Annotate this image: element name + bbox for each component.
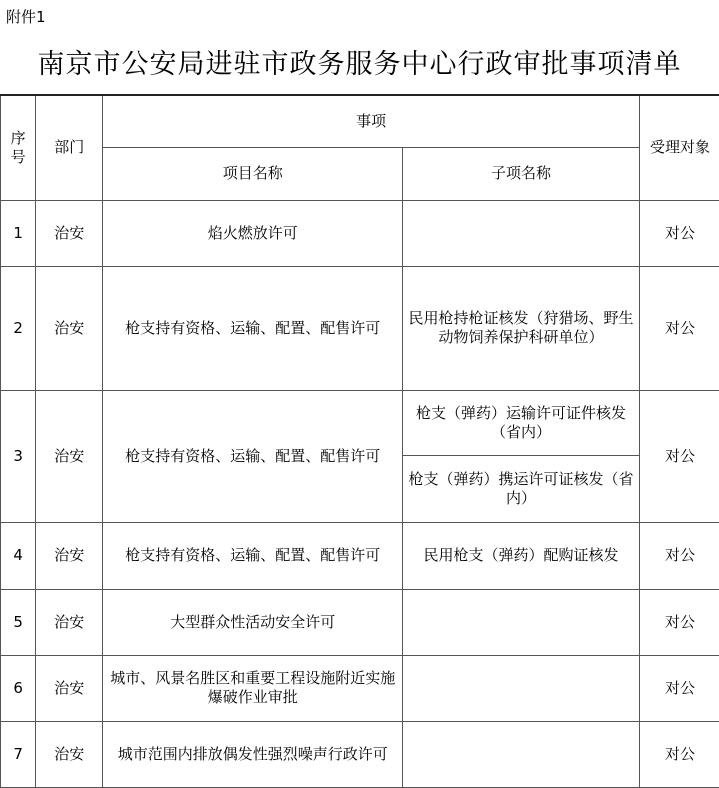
- row-no: 6: [1, 655, 36, 721]
- row-item: 焰火燃放许可: [103, 200, 403, 266]
- row-sub: 民用枪支（弹药）配购证核发: [403, 522, 640, 589]
- row-item: 城市范围内排放偶发性强烈噪声行政许可: [103, 721, 403, 787]
- row-no: 4: [1, 522, 36, 589]
- row-sub: 民用枪持枪证核发（狩猎场、野生动物饲养保护科研单位）: [403, 266, 640, 390]
- row-dept: 治安: [36, 589, 103, 655]
- header-target: 受理对象: [639, 95, 719, 200]
- table-row: [1, 589, 719, 655]
- table-row: [1, 390, 719, 455]
- row-dept: 治安: [36, 200, 103, 266]
- row-target: 对公: [639, 522, 719, 589]
- row-dept: 治安: [36, 390, 103, 522]
- row-no: 1: [1, 200, 36, 266]
- row-item: 枪支持有资格、运输、配置、配售许可: [103, 266, 403, 390]
- row-dept: 治安: [36, 655, 103, 721]
- table-row: [1, 200, 719, 266]
- row-dept: 治安: [36, 522, 103, 589]
- row-no: 2: [1, 266, 36, 390]
- header-matter: 事项: [103, 95, 640, 147]
- row-target: 对公: [639, 655, 719, 721]
- row-sub: [403, 655, 640, 721]
- table-row: [1, 721, 719, 787]
- table-row: [1, 266, 719, 390]
- row-item: 大型群众性活动安全许可: [103, 589, 403, 655]
- row-sub: [403, 721, 640, 787]
- row-target: 对公: [639, 266, 719, 390]
- row-sub: [403, 200, 640, 266]
- row-no: 5: [1, 589, 36, 655]
- row-sub: 枪支（弹药）携运许可证核发（省内）: [403, 455, 640, 522]
- table-row: [1, 655, 719, 721]
- row-no: 7: [1, 721, 36, 787]
- header-dept: 部门: [36, 95, 103, 200]
- page-title: 南京市公安局进驻市政务服务中心行政审批事项清单: [0, 42, 719, 81]
- header-item-name: 项目名称: [103, 147, 403, 200]
- row-dept: 治安: [36, 721, 103, 787]
- row-target: 对公: [639, 390, 719, 522]
- header-no: 序号: [1, 95, 36, 200]
- row-item: 枪支持有资格、运输、配置、配售许可: [103, 390, 403, 522]
- header-sub-name: 子项名称: [403, 147, 640, 200]
- row-sub: [403, 589, 640, 655]
- row-target: 对公: [639, 589, 719, 655]
- row-sub: 枪支（弹药）运输许可证件核发（省内）: [403, 390, 640, 455]
- row-dept: 治安: [36, 266, 103, 390]
- row-item: 城市、风景名胜区和重要工程设施附近实施爆破作业审批: [103, 655, 403, 721]
- table-row: [1, 522, 719, 589]
- matters-table: [0, 94, 719, 788]
- row-target: 对公: [639, 721, 719, 787]
- row-target: 对公: [639, 200, 719, 266]
- row-no: 3: [1, 390, 36, 522]
- attachment-label: 附件1: [6, 6, 46, 27]
- row-item: 枪支持有资格、运输、配置、配售许可: [103, 522, 403, 589]
